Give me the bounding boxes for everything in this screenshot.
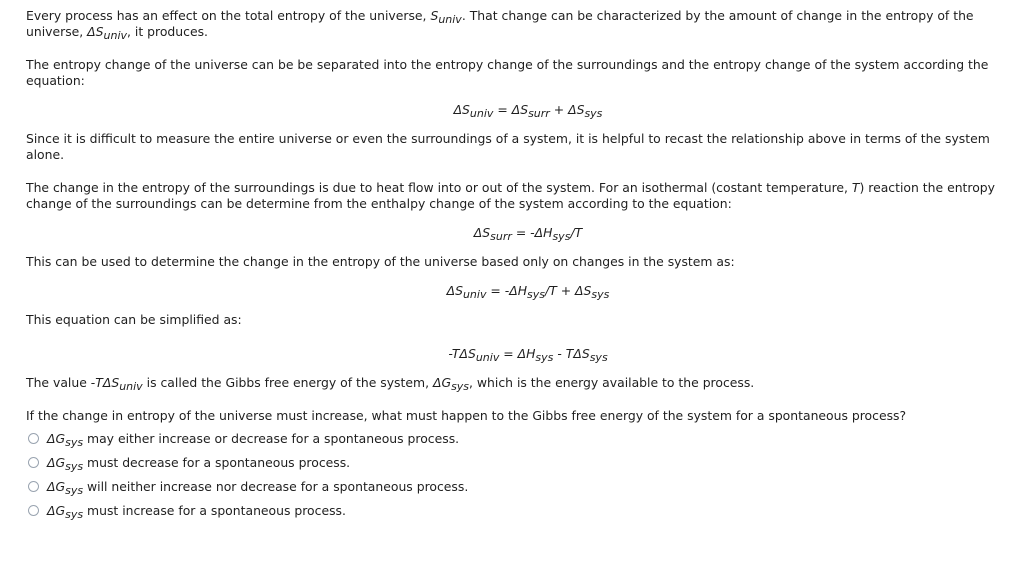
answer-option[interactable] — [28, 426, 1016, 450]
answer-options — [26, 426, 1016, 522]
radio-button[interactable] — [28, 505, 39, 516]
text: , it produces. — [127, 24, 208, 39]
paragraph-entropy-split: The entropy change of the universe can be be separated into the entropy change of the surroundings and the entropy change of the system according the equation: — [26, 57, 989, 88]
option-label[interactable]: $\Delta G_{sys}$ must decrease for a spontaneous process. — [47, 454, 351, 473]
question-content — [26, 8, 1016, 522]
radio-button[interactable] — [28, 433, 39, 444]
question-prompt: If the change in entropy of the universe must increase, what must happen to the Gibbs free energy of the system for a spontaneous process? — [26, 408, 907, 423]
symbol-S-univ: $S_{univ}$ — [430, 8, 462, 26]
option-label[interactable]: $\Delta G_{sys}$ may either increase or decrease for a spontaneous process. — [47, 430, 460, 449]
radio-button[interactable] — [28, 481, 39, 492]
option-label[interactable]: $\Delta G_{sys}$ will neither increase nor decrease for a spontaneous process. — [47, 478, 469, 497]
paragraph-simplified: This equation can be simplified as: — [26, 312, 242, 327]
answer-option[interactable] — [28, 498, 1016, 522]
paragraph-gibbs: The value $-T\Delta S_{univ}$ is called the Gibbs free energy of the system, $\Delta G_{sys}$, which is the energy available to the process. — [26, 375, 755, 393]
answer-option[interactable] — [28, 450, 1016, 474]
option-label[interactable]: $\Delta G_{sys}$ must increase for a spontaneous process. — [47, 502, 346, 521]
paragraph-intro — [26, 8, 1016, 40]
radio-button[interactable] — [28, 457, 39, 468]
answer-option[interactable] — [28, 474, 1016, 498]
equation-3: $\Delta S_{univ} = -\Delta H_{sys}/T + \Delta S_{sys}$ — [446, 283, 610, 301]
paragraph-isothermal: The change in the entropy of the surroundings is due to heat flow into or out of the system. For an isothermal (costant temperature, T) reaction the entropy change of the surroundings can be determine from the enthalpy change of the system according to the equation: — [26, 180, 996, 211]
text: Every process has an effect on the total entropy of the universe, — [26, 8, 427, 23]
equation-2: $\Delta S_{surr} = -\Delta H_{sys}/T$ — [473, 225, 583, 243]
symbol-delta-S-univ: $\Delta S_{univ}$ — [87, 24, 128, 42]
paragraph-universe-from-system: This can be used to determine the change in the entropy of the universe based only on changes in the system as: — [26, 254, 735, 269]
text: . That change can be characterized by the amount of change in the entropy of the universe, — [26, 8, 974, 39]
paragraph-recast: Since it is difficult to measure the entire universe or even the surroundings of a system, it is helpful to recast the relationship above in terms of the system alone. — [26, 131, 990, 162]
equation-4: $-T\Delta S_{univ} = \Delta H_{sys} - T\Delta S_{sys}$ — [448, 346, 608, 364]
equation-1: $\Delta S_{univ} = \Delta S_{surr} + \Delta S_{sys}$ — [453, 102, 603, 120]
